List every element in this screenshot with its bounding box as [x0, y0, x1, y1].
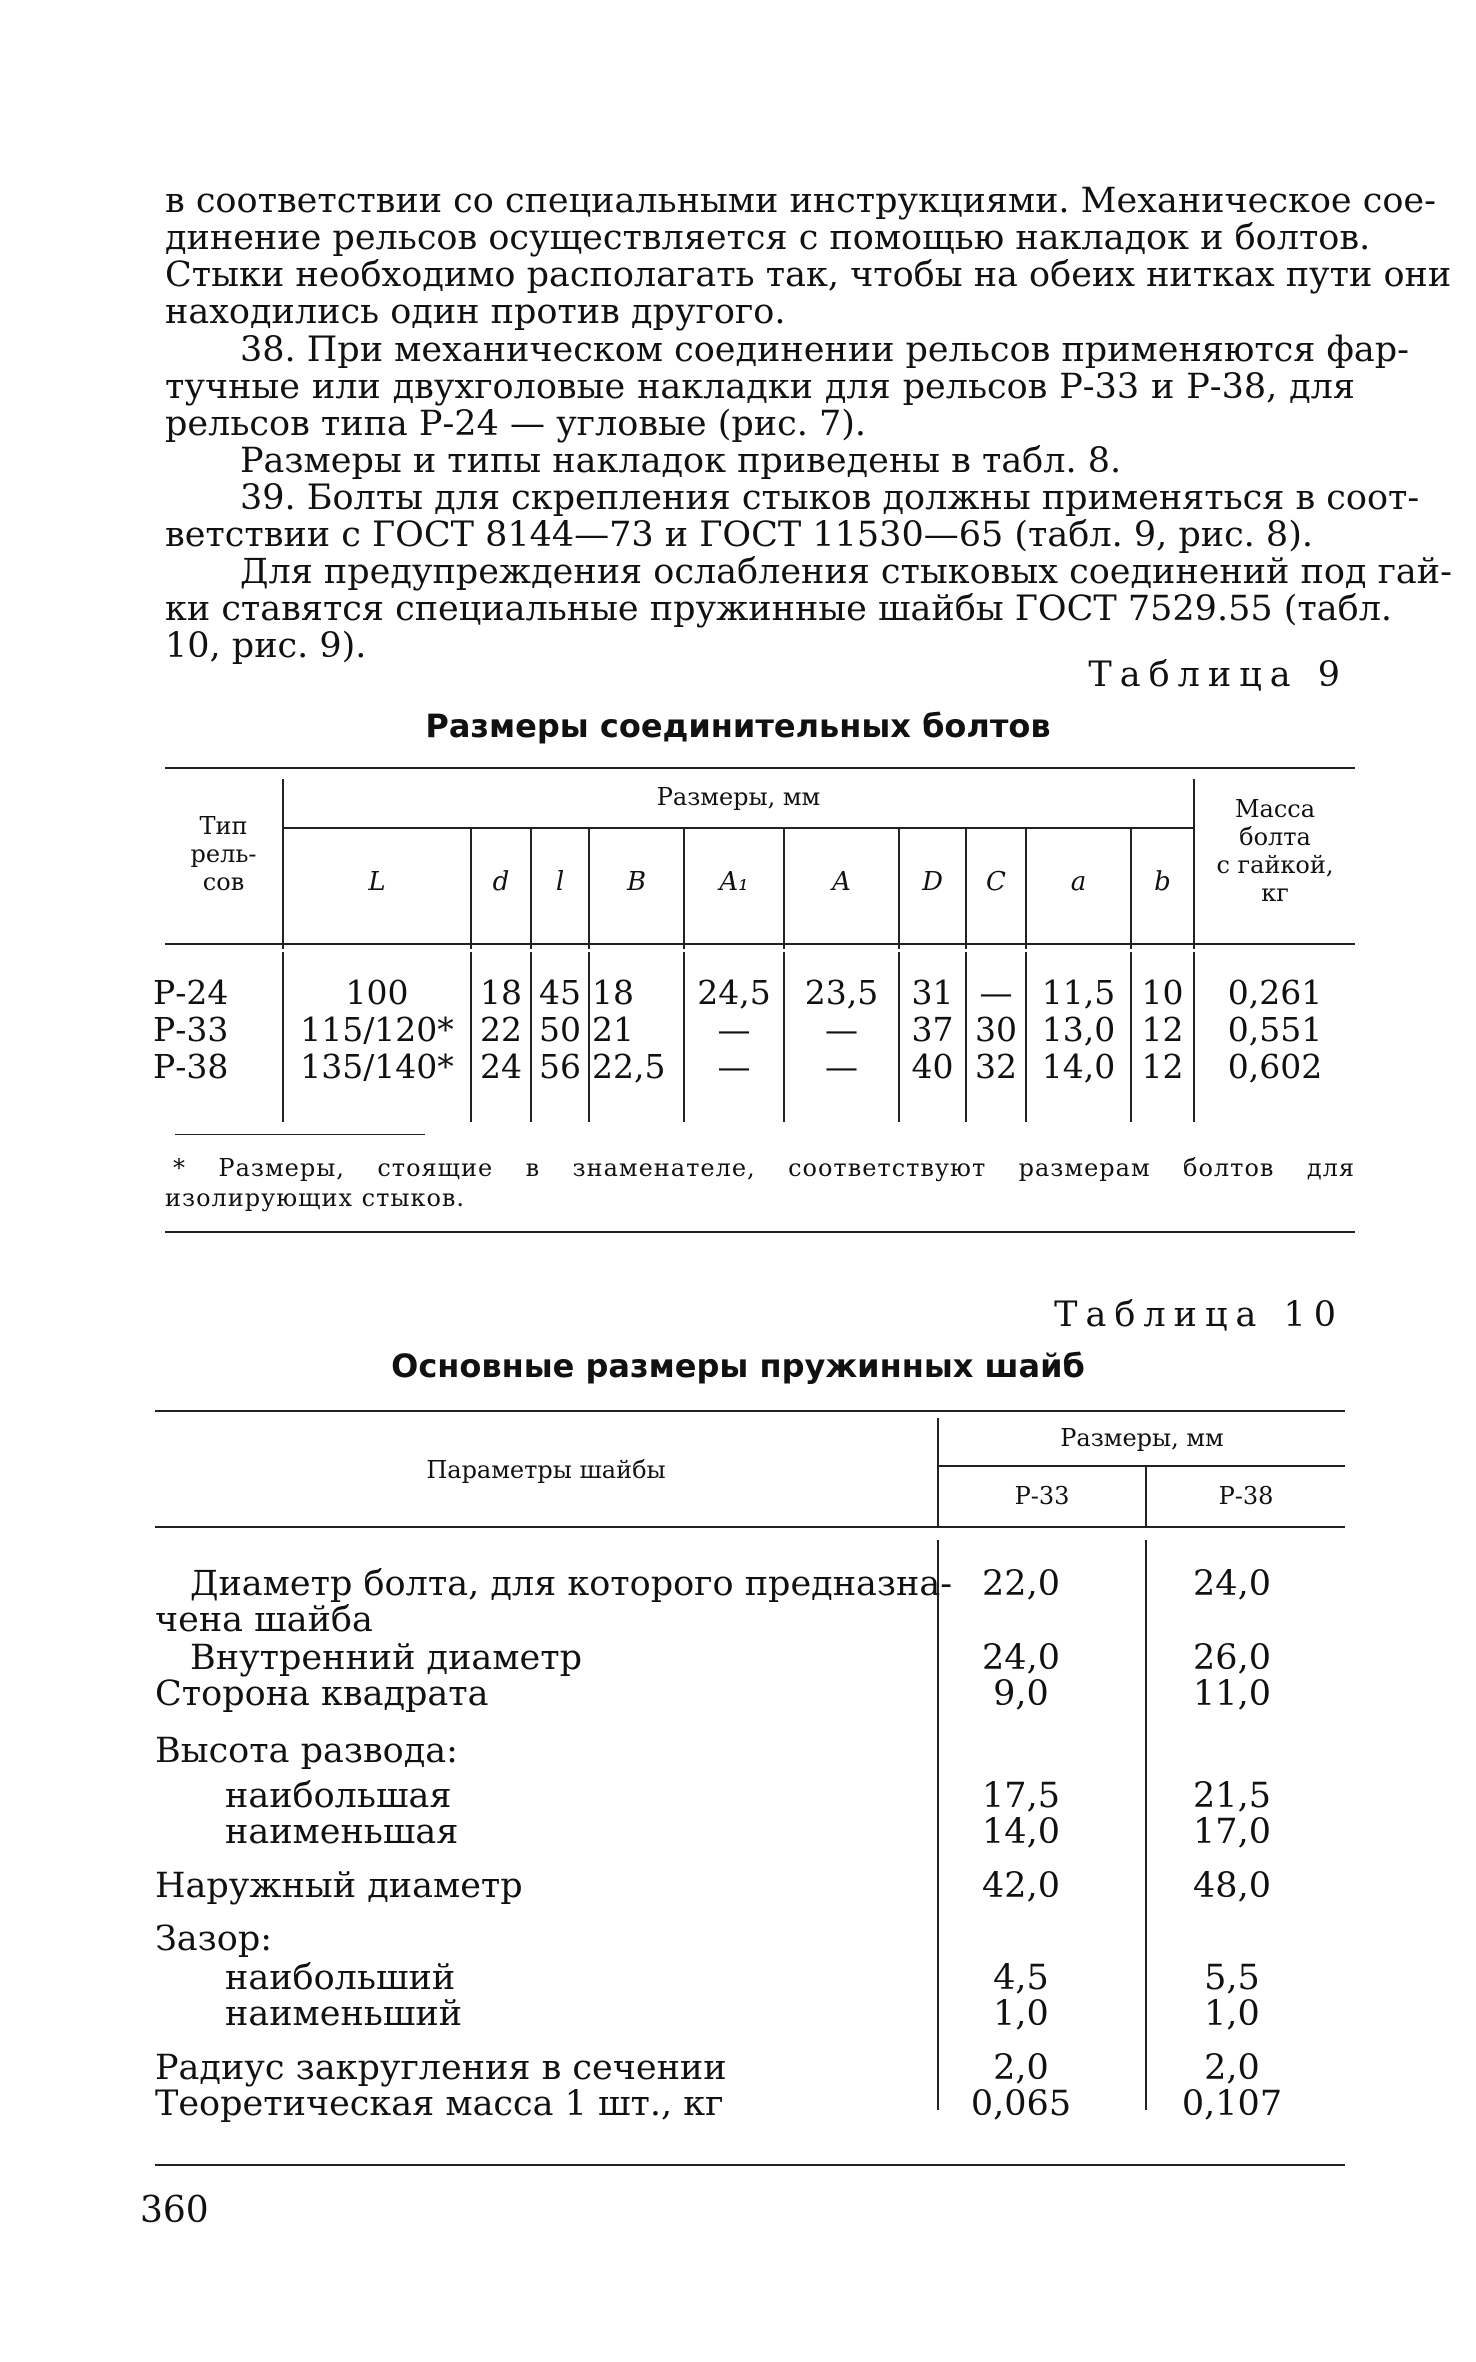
cell-r38: 24,0 — [1193, 1564, 1271, 1604]
cell-r33: 1,0 — [993, 1994, 1049, 2034]
cell: 56 — [539, 1047, 581, 1086]
cell-r33: 22,0 — [982, 1564, 1060, 1604]
cell: 22 — [480, 1010, 522, 1049]
cell: 12 — [1141, 1010, 1184, 1049]
col-header-A: A — [832, 867, 851, 897]
header-text: Масса — [1234, 795, 1316, 823]
col-header-l: l — [555, 867, 565, 897]
cell: — — [825, 1010, 858, 1049]
cell: 11,5 — [1041, 973, 1116, 1012]
cell: — — [717, 1047, 751, 1086]
header-params: Параметры шайбы — [426, 1456, 666, 1484]
page-number: 360 — [140, 2190, 209, 2231]
row-label: чена шайба — [155, 1600, 373, 1640]
cell: 14,0 — [1041, 1047, 1116, 1086]
table9-title: Размеры соединительных болтов — [425, 707, 1051, 745]
rule — [155, 1526, 1345, 1528]
header-text: болта — [1239, 823, 1311, 851]
row-label: наибольший — [225, 1958, 456, 1998]
cell: 115/120* — [300, 1010, 454, 1049]
table10-title: Основные размеры пружинных шайб — [391, 1347, 1085, 1385]
cell-r33: 17,5 — [982, 1776, 1060, 1816]
col-header-r38: Р-38 — [1218, 1482, 1274, 1510]
cell-r38: 0,107 — [1181, 2084, 1283, 2124]
cell-r33: 14,0 — [982, 1812, 1060, 1852]
cell: 32 — [975, 1047, 1017, 1086]
row-label: Диаметр болта, для которого предназна- — [190, 1564, 953, 1604]
text-line: 38. При механическом соединении рельсов применяются фар- — [240, 330, 1409, 370]
col-header-L: L — [368, 867, 386, 897]
cell-r33: 0,065 — [970, 2084, 1072, 2124]
row-label: Зазор: — [155, 1919, 273, 1959]
row-label: Высота развода: — [155, 1731, 458, 1771]
cell-mass: 0,551 — [1227, 1010, 1323, 1049]
rule — [1145, 1540, 1147, 2110]
row-label: Наружный диаметр — [155, 1866, 523, 1906]
text-line: 39. Болты для скрепления стыков должны применяться в соот- — [240, 478, 1420, 518]
col-header-b: b — [1154, 867, 1171, 897]
text-line: динение рельсов осуществляется с помощью накладок и болтов. — [165, 218, 1371, 258]
text-line: Размеры и типы накладок приведены в табл. 8. — [240, 441, 1122, 481]
col-header-r33: Р-33 — [1014, 1482, 1070, 1510]
cell-r33: 4,5 — [993, 1958, 1049, 1998]
cell: 22,5 — [592, 1047, 666, 1086]
cell-r38: 48,0 — [1193, 1866, 1271, 1906]
cell: 12 — [1141, 1047, 1184, 1086]
cell: 50 — [539, 1010, 581, 1049]
cell: 31 — [911, 973, 954, 1012]
cell: — — [979, 973, 1013, 1012]
cell-r38: 17,0 — [1193, 1812, 1271, 1852]
cell: 24,5 — [697, 973, 771, 1012]
table9-label: Таблица 9 — [1088, 655, 1348, 695]
rule — [155, 1410, 1345, 1412]
cell-r33: 24,0 — [982, 1638, 1060, 1678]
cell-r38: 2,0 — [1204, 2048, 1260, 2088]
text-line: ветствии с ГОСТ 8144—73 и ГОСТ 11530—65 (табл. 9, рис. 8). — [165, 515, 1313, 555]
cell: — — [825, 1047, 858, 1086]
cell-r38: 11,0 — [1193, 1674, 1271, 1714]
row-label: наименьший — [225, 1994, 463, 2034]
cell-mass: 0,602 — [1227, 1047, 1323, 1086]
cell-type: Р-38 — [153, 1047, 229, 1086]
cell-type: Р-33 — [153, 1010, 229, 1049]
cell: 18 — [480, 973, 522, 1012]
col-header-D: D — [922, 867, 943, 897]
cell: — — [717, 1010, 751, 1049]
cell-r33: 2,0 — [993, 2048, 1049, 2088]
row-label: Радиус закругления в сечении — [155, 2048, 727, 2088]
cell-r33: 9,0 — [993, 1674, 1049, 1714]
cell: 135/140* — [300, 1047, 454, 1086]
table10-label: Таблица 10 — [1054, 1295, 1344, 1335]
text-line: ки ставятся специальные пружинные шайбы ГОСТ 7529.55 (табл. — [165, 589, 1393, 629]
text-line: Стыки необходимо располагать так, чтобы на обеих нитках пути они — [165, 255, 1452, 295]
text-line: 10, рис. 9). — [165, 626, 367, 666]
cell: 100 — [345, 973, 409, 1012]
cell-r38: 21,5 — [1193, 1776, 1271, 1816]
rule — [939, 1465, 1345, 1467]
footnote-line: * Размеры, стоящие в знаменателе, соответствуют размерам болтов для — [173, 1154, 1355, 1182]
row-label: Внутренний диаметр — [190, 1638, 583, 1678]
cell-r38: 5,5 — [1204, 1958, 1260, 1998]
cell: 18 — [592, 973, 634, 1012]
cell-r33: 42,0 — [982, 1866, 1060, 1906]
cell: 21 — [592, 1010, 634, 1049]
cell-r38: 26,0 — [1193, 1638, 1271, 1678]
header-sizes: Размеры, мм — [1060, 1424, 1224, 1452]
header-sizes: Размеры, мм — [656, 783, 821, 811]
cell-mass: 0,261 — [1227, 973, 1323, 1012]
header-text: с гайкой, — [1216, 851, 1334, 879]
col-header-d: d — [492, 867, 510, 897]
header-text: сов — [202, 868, 245, 896]
header-text: рель- — [190, 840, 257, 868]
cell: 37 — [911, 1010, 954, 1049]
row-label: Сторона квадрата — [155, 1674, 489, 1714]
rule — [155, 2164, 1345, 2166]
header-text: Тип — [199, 812, 248, 840]
cell: 30 — [975, 1010, 1017, 1049]
cell: 10 — [1141, 973, 1184, 1012]
row-label: Теоретическая масса 1 шт., кг — [155, 2084, 724, 2124]
cell: 23,5 — [804, 973, 879, 1012]
cell: 40 — [911, 1047, 954, 1086]
col-header-A1: A₁ — [719, 867, 749, 897]
text-line: Для предупреждения ослабления стыковых соединений под гай- — [240, 552, 1452, 592]
text-line: находились один против другого. — [165, 292, 786, 332]
text-line: рельсов типа Р-24 — угловые (рис. 7). — [165, 404, 867, 444]
text-line: в соответствии со специальными инструкциями. Механическое сое- — [165, 181, 1436, 221]
cell-r38: 1,0 — [1204, 1994, 1260, 2034]
cell-type: Р-24 — [153, 973, 229, 1012]
cell: 24 — [480, 1047, 522, 1086]
col-header-B: B — [626, 867, 647, 897]
header-text: кг — [1261, 879, 1289, 907]
cell: 13,0 — [1041, 1010, 1116, 1049]
text-line: тучные или двухголовые накладки для рельсов Р-33 и Р-38, для — [165, 367, 1355, 407]
col-header-a: a — [1070, 867, 1087, 897]
cell: 45 — [539, 973, 581, 1012]
row-label: наибольшая — [225, 1776, 452, 1816]
row-label: наименьшая — [225, 1812, 459, 1852]
col-header-C: C — [986, 867, 1006, 897]
rule — [937, 1540, 939, 2110]
footnote-line: изолирующих стыков. — [165, 1184, 466, 1212]
